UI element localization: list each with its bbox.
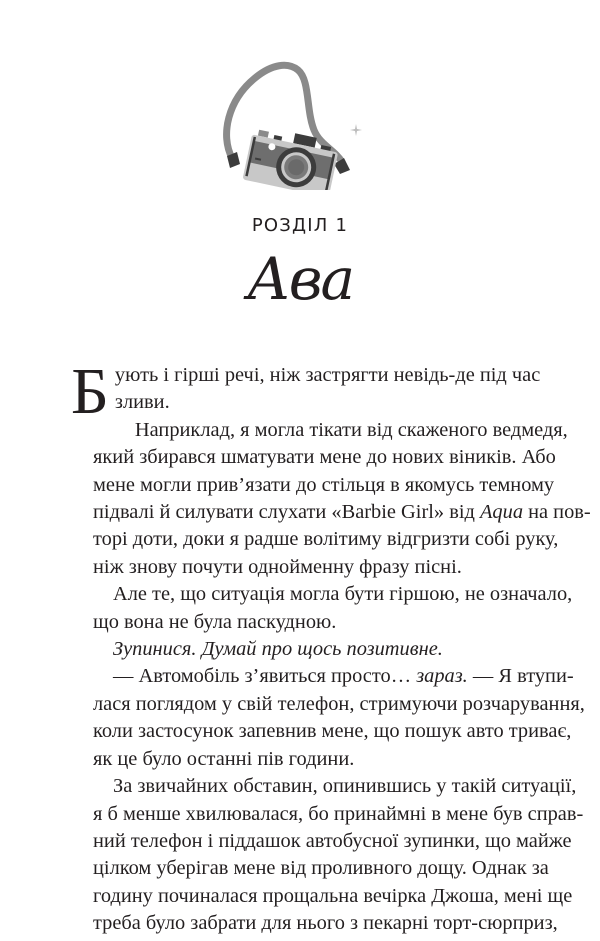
paragraph [73,417,591,581]
text-line: торі доти, доки я радше волітиму відгризти собі руку, [93,528,559,551]
paragraph [73,773,584,937]
text-line: ний телефон і піддашок автобусної зупинки, що майже [93,829,572,852]
text-line: Зупинися. Думай про щось позитивне. [113,638,443,661]
text-line: мене могли прив’язати до стільця в якомусь темному [93,473,555,496]
text-line: лася поглядом у свій телефон, стримуючи розчарування, [93,692,585,715]
text-line: годину починалася прощальна вечірка Джоша, мені ще [93,884,573,907]
text-line: що вона не була паскудною. [93,610,337,633]
camera-illustration [210,40,390,190]
italic-band-name: Aqua [479,501,524,524]
text-segment: на пов- [523,501,591,524]
text-line: я б менше хвилювалася, бо принаймні в мене був справ- [93,802,584,825]
text-line: як це було останні пів години. [93,747,355,770]
text-line: Але те, що ситуація могла бути гіршою, не означало, [113,583,573,606]
chapter-body [71,355,591,938]
paragraph [71,355,541,428]
text-line [73,499,591,526]
paragraph-dialogue [73,663,585,773]
text-line: який збирався шматувати мене до нових віників. Або [93,446,556,469]
text-line: коли застосунок запевнив мене, що пошук авто триває, [93,720,572,743]
text-segment: підвалі й силувати слухати «Barbie Girl» від [93,501,480,524]
text-line: За звичайних обставин, опинившись у такій ситуації, [113,775,577,798]
sparkle-icon [350,124,362,136]
drop-cap: Б [71,355,109,428]
paragraph [73,581,573,636]
text-line [73,663,574,690]
text-line: ують і гірші речі, ніж застрягти невідь-де під час [114,364,541,386]
text-line: ніж знову почути однойменну фразу пісні. [93,555,462,578]
chapter-title: Ава [246,245,354,313]
text-segment: — Я втупи- [467,665,574,688]
italic-emphasis: зараз. [416,665,468,688]
paragraph-italic-thought [73,636,498,663]
text-segment: — Автомобіль з’явиться просто… [113,665,417,688]
text-line: Наприклад, я могла тікати від скаженого ведмедя, [134,418,568,441]
chapter-label: РОЗДІЛ 1 [251,215,349,236]
camera-icon [210,40,390,190]
text-line: зливи. [114,391,170,414]
text-line: цілком уберігав мене від проливного дощу. Однак за [93,857,549,880]
text-line: треба було забрати для нього з пекарні торт-сюрприз, [93,912,558,935]
